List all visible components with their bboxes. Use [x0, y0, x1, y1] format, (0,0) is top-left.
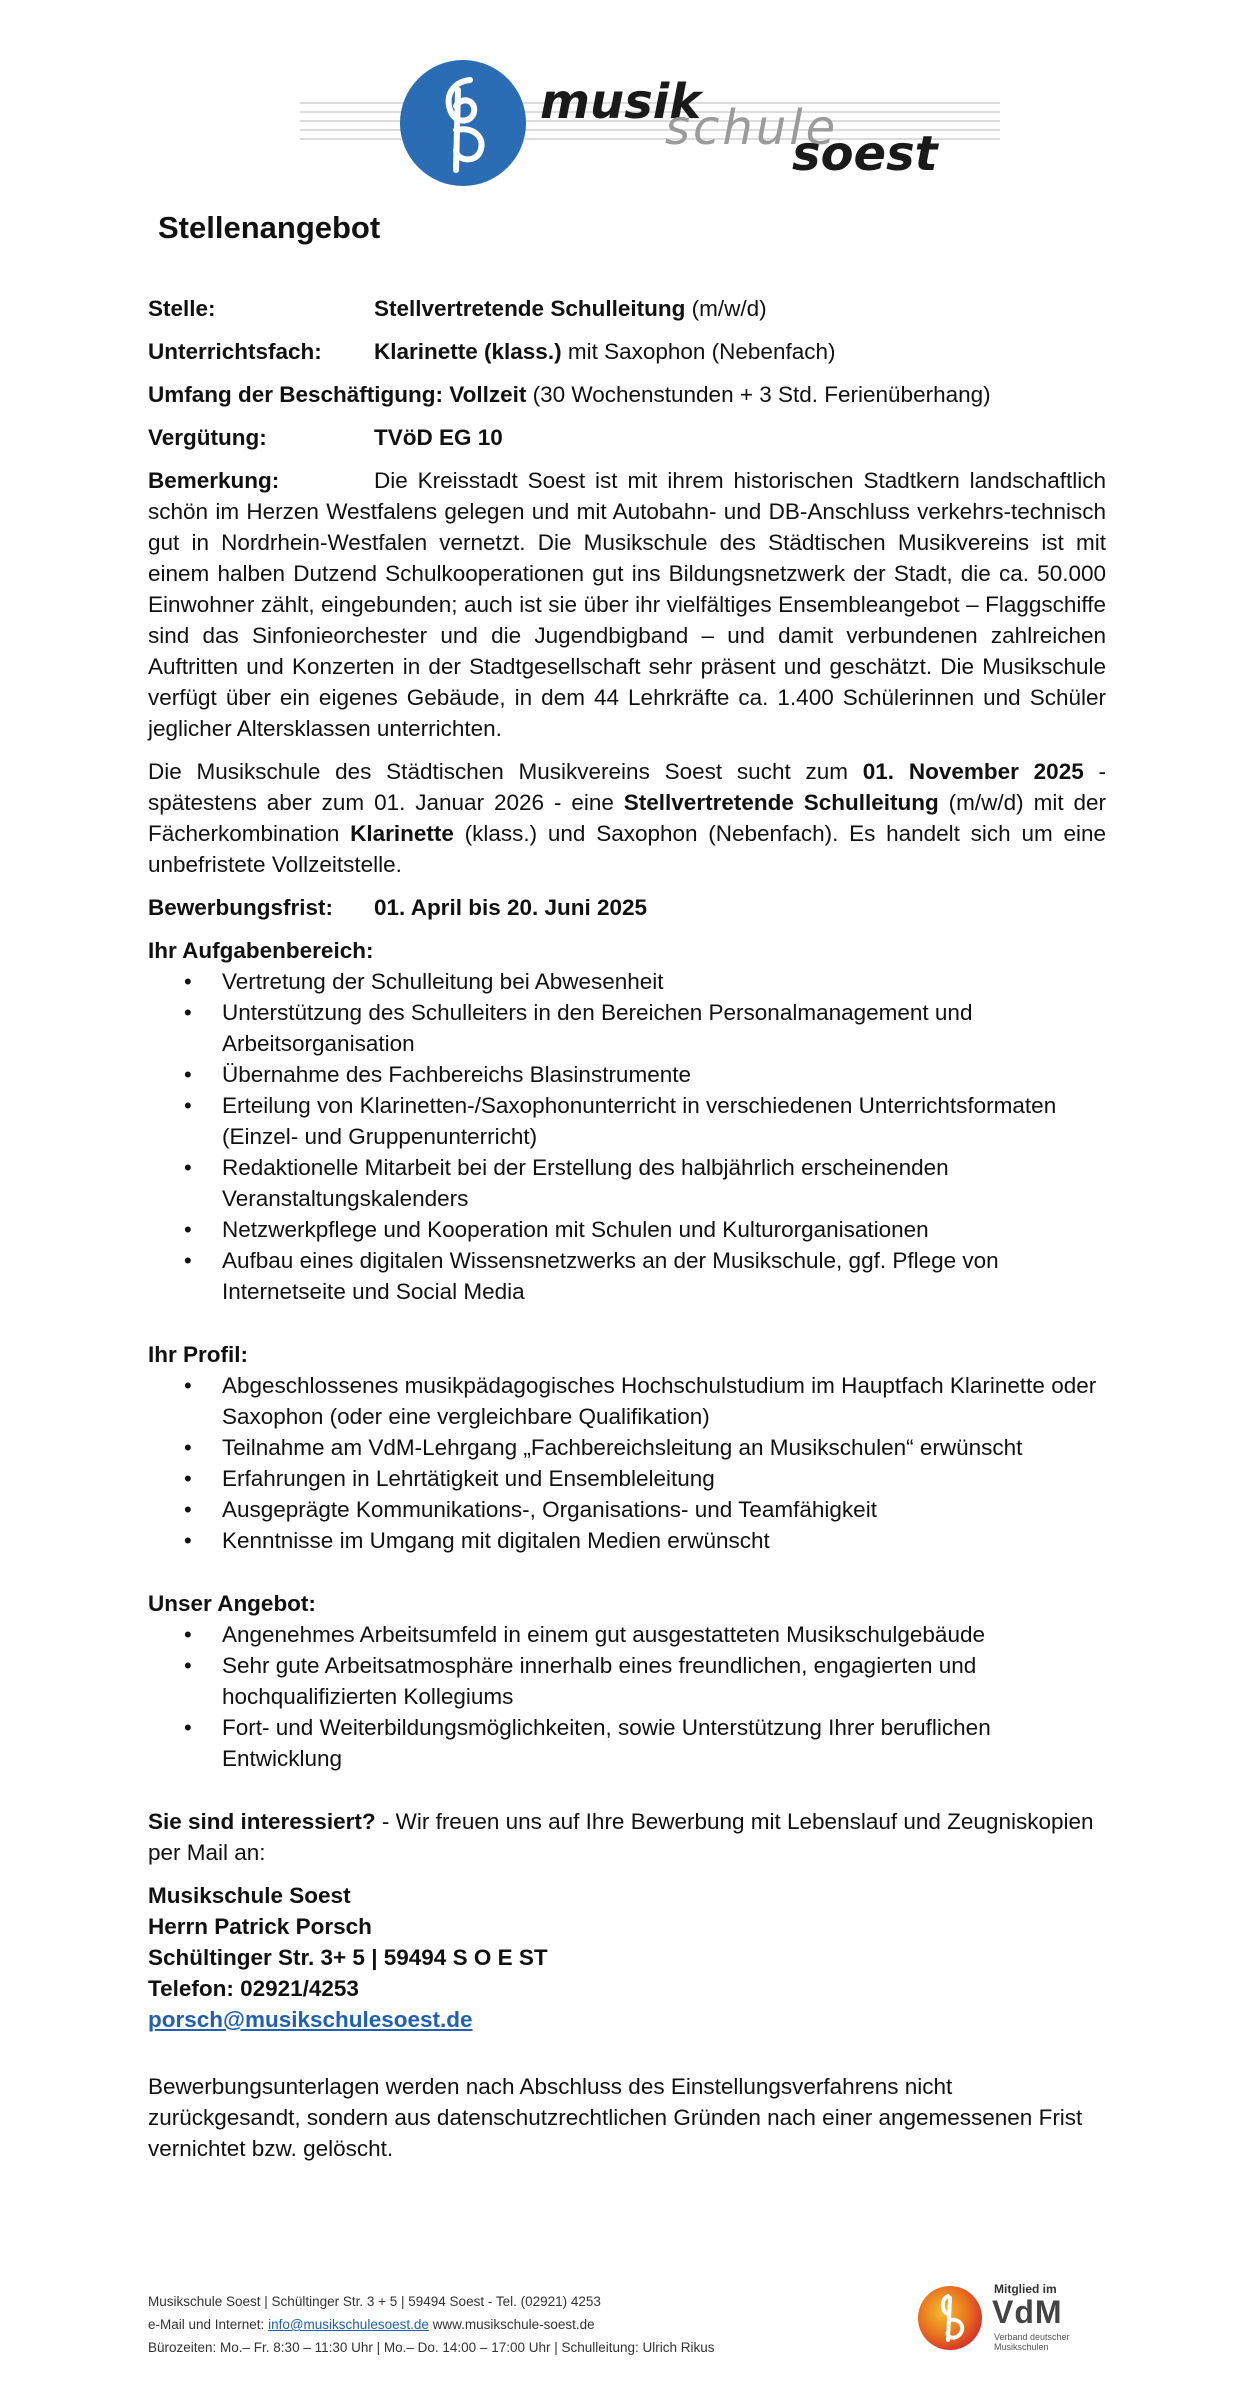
vdm-mark-icon: [918, 2286, 982, 2350]
address-line-street: Schültinger Str. 3+ 5 | 59494 S O E ST: [148, 1945, 548, 1970]
bemerkung-text: Die Kreisstadt Soest ist mit ihrem historischen Stadtkern landschaftlich schön im Herzen Westfalens gelegen und mit Autobahn- und DB-Anschluss verkehrs-technisch gut in Nordrhein-Westfalen vernetzt. Die Musikschule des Städtischen Musikvereins ist mit einem halben Dutzend Schulkooperationen gut ins Bildungsnetzwerk der Stadt, die ca. 50.000 Einwohner zählt, eingebunden; auch ist sie über ihr vielfältiges Ensembleangebot – Flaggschiffe sind das Sinfonieorchester und die Jugendbigband – und damit verbundenen zahlreichen Auftritten und Konzerten in der Stadtgesellschaft sehr präsent und geschätzt. Die Musikschule verfügt über ein eigenes Gebäude, in dem 44 Lehrkräfte ca. 1.400 Schülerinnen und Schüler jeglicher Altersklassen unterrichten.: [148, 468, 1106, 741]
position-name: Stellvertretende Schulleitung: [623, 790, 939, 815]
list-item: • Ausgeprägte Kommunikations-, Organisations- und Teamfähigkeit: [222, 1494, 1106, 1525]
aufgaben-list: [148, 966, 1106, 1307]
list-item: • Erteilung von Klarinetten-/Saxophonunterricht in verschiedenen Unterrichtsformaten (Einzel- und Gruppenunterricht): [222, 1090, 1106, 1152]
address-line-contact: Herrn Patrick Porsch: [148, 1914, 372, 1939]
list-item: • Aufbau eines digitalen Wissensnetzwerks an der Musikschule, ggf. Pflege von Internetseite und Social Media: [222, 1245, 1106, 1307]
vdm-logo: [918, 2280, 1088, 2360]
search-text-2: - spätestens aber zum 01. Januar 2026 - eine: [148, 759, 1106, 815]
search-text-3: (m/w/d) mit der Fächerkombination: [148, 790, 1106, 846]
interest-paragraph: [148, 1806, 1106, 1868]
logo-circle-icon: [400, 60, 526, 186]
vdm-subtitle: Verband deutscher Musikschulen: [994, 2332, 1070, 2352]
stelle-suffix: (m/w/d): [685, 296, 767, 321]
frist-value: 01. April bis 20. Juni 2025: [374, 895, 648, 920]
angebot-list: [148, 1619, 1106, 1774]
profil-list: [148, 1370, 1106, 1556]
logo-word-soest: soest: [792, 126, 938, 182]
vdm-member-text: Mitglied im: [994, 2282, 1057, 2296]
footer-address: Musikschule Soest | Schültinger Str. 3 + 5 | 59494 Soest - Tel. (02921) 4253: [148, 2294, 601, 2309]
umfang-suffix: (30 Wochenstunden + 3 Std. Ferienüberhang): [526, 382, 991, 407]
search-paragraph: [148, 756, 1106, 880]
profil-heading: Ihr Profil:: [148, 1342, 248, 1367]
list-item: • Kenntnisse im Umgang mit digitalen Medien erwünscht: [222, 1525, 1106, 1556]
verguetung-label: Vergütung:: [148, 425, 267, 450]
search-text-1: Die Musikschule des Städtischen Musikvereins Soest sucht zum: [148, 759, 863, 784]
search-text-4: (klass.) und Saxophon (Nebenfach). Es handelt sich um eine unbefristete Vollzeitstelle.: [148, 821, 1106, 877]
umfang-row: [148, 379, 1106, 410]
list-item: • Erfahrungen in Lehrtätigkeit und Ensembleleitung: [222, 1463, 1106, 1494]
musikschule-logo: [300, 56, 1020, 188]
contact-email-link[interactable]: porsch@musikschulesoest.de: [148, 2007, 473, 2032]
bemerkung-paragraph: [148, 465, 1106, 744]
address-line-school: Musikschule Soest: [148, 1883, 351, 1908]
stelle-label: Stelle:: [148, 296, 216, 321]
closing-paragraph: Bewerbungsunterlagen werden nach Abschluss des Einstellungsverfahrens nicht zurückgesandt, sondern aus datenschutzrechtlichen Gründen nach einer angemessenen Frist vernichtet bzw. gelöscht.: [148, 2074, 1083, 2161]
stelle-value: Stellvertretende Schulleitung: [374, 296, 686, 321]
interest-text: - Wir freuen uns auf Ihre Bewerbung mit Lebenslauf und Zeugniskopien per Mail an:: [148, 1809, 1094, 1865]
start-date: 01. November 2025: [862, 759, 1084, 784]
list-item: • Teilnahme am VdM-Lehrgang „Fachbereichsleitung an Musikschulen“ erwünscht: [222, 1432, 1106, 1463]
bemerkung-label: Bemerkung:: [148, 468, 280, 493]
frist-label: Bewerbungsfrist:: [148, 895, 334, 920]
list-item: • Übernahme des Fachbereichs Blasinstrumente: [222, 1059, 1106, 1090]
contact-address: [148, 1880, 1106, 2035]
verguetung-row: [148, 422, 1106, 453]
vdm-name: VdM: [992, 2294, 1063, 2330]
page-title: Stellenangebot: [158, 210, 381, 245]
address-line-phone: Telefon: 02921/4253: [148, 1976, 359, 2001]
list-item: • Sehr gute Arbeitsatmosphäre innerhalb eines freundlichen, engagierten und hochqualifizierten Kollegiums: [222, 1650, 1106, 1712]
page-footer: [148, 2290, 715, 2359]
angebot-heading: Unser Angebot:: [148, 1591, 316, 1616]
fach-label: Unterrichtsfach:: [148, 339, 322, 364]
frist-row: [148, 892, 1106, 923]
list-item: • Fort- und Weiterbildungsmöglichkeiten, sowie Unterstützung Ihrer beruflichen Entwicklung: [222, 1712, 1106, 1774]
fach-row: [148, 336, 1106, 367]
list-item: • Abgeschlossenes musikpädagogisches Hochschulstudium im Hauptfach Klarinette oder Saxophon (oder eine vergleichbare Qualifikation): [222, 1370, 1106, 1432]
aufgaben-heading: Ihr Aufgabenbereich:: [148, 938, 374, 963]
stelle-row: [148, 293, 1106, 324]
interest-question: Sie sind interessiert?: [148, 1809, 376, 1834]
footer-hours: Bürozeiten: Mo.– Fr. 8:30 – 11:30 Uhr | Mo.– Do. 14:00 – 17:00 Uhr | Schulleitung: Ulrich Rikus: [148, 2340, 715, 2355]
list-item: • Unterstützung des Schulleiters in den Bereichen Personalmanagement und Arbeitsorganisation: [222, 997, 1106, 1059]
logo-word-musik: musik: [540, 74, 702, 130]
fach-suffix: mit Saxophon (Nebenfach): [561, 339, 836, 364]
footer-website: www.musikschule-soest.de: [428, 2317, 595, 2332]
list-item: • Vertretung der Schulleitung bei Abwesenheit: [222, 966, 1106, 997]
list-item: • Angenehmes Arbeitsumfeld in einem gut ausgestatteten Musikschulgebäude: [222, 1619, 1106, 1650]
fach-value: Klarinette (klass.): [374, 339, 562, 364]
main-content: [148, 200, 1106, 2164]
umfang-label: Umfang der Beschäftigung: Vollzeit: [148, 382, 527, 407]
footer-contact-label: e-Mail und Internet:: [148, 2317, 269, 2332]
verguetung-value: TVöD EG 10: [374, 425, 503, 450]
footer-email-link[interactable]: info@musikschulesoest.de: [268, 2317, 429, 2332]
list-item: • Redaktionelle Mitarbeit bei der Erstellung des halbjährlich erscheinenden Veranstaltungskalenders: [222, 1152, 1106, 1214]
instrument-name: Klarinette: [350, 821, 454, 846]
list-item: • Netzwerkpflege und Kooperation mit Schulen und Kulturorganisationen: [222, 1214, 1106, 1245]
footer-contact: [148, 2313, 715, 2336]
logo-word-schule: schule: [665, 100, 839, 156]
